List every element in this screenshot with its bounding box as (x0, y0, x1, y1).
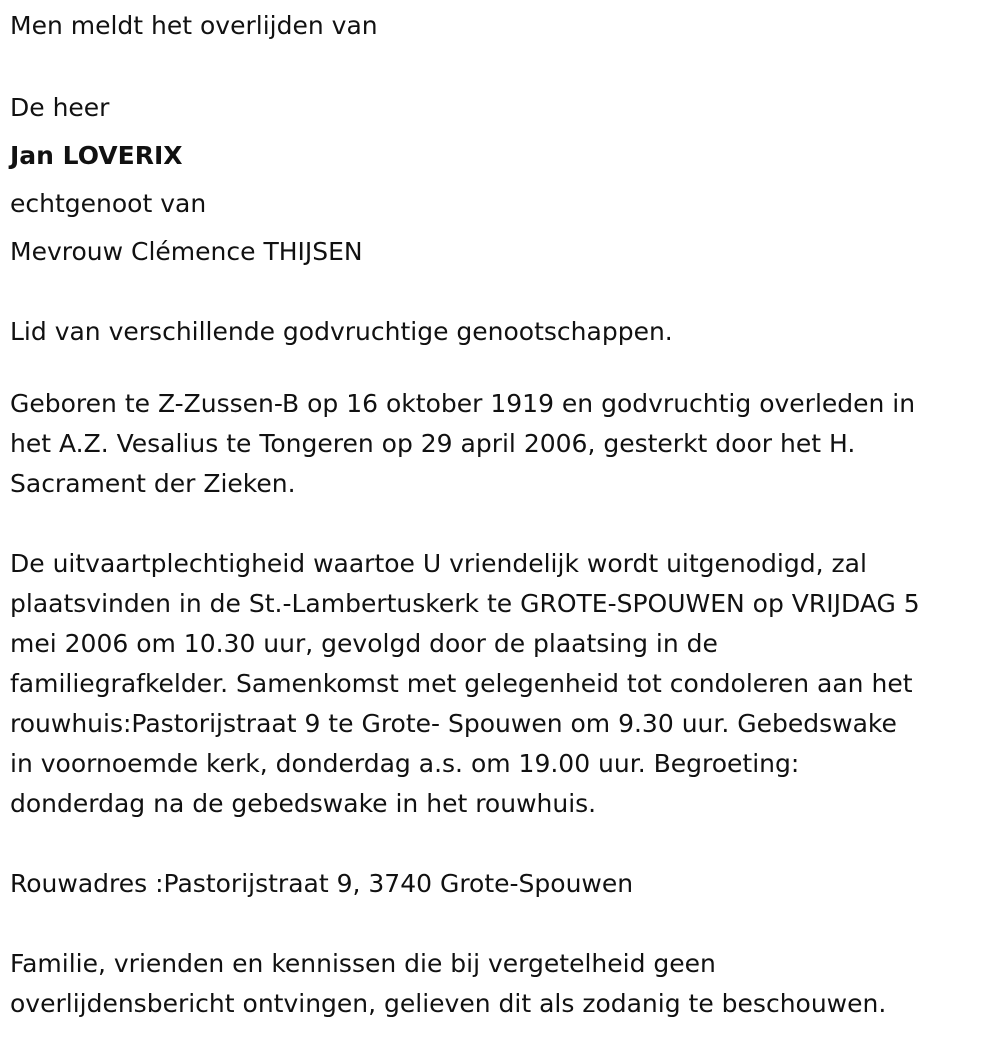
paragraph-line: Geboren te Z-Zussen-B op 16 oktober 1919 en godvruchtig overleden in (10, 389, 916, 418)
paragraph-line: Familie, vrienden en kennissen die bij vergetelheid geen (10, 949, 716, 978)
salutation: De heer (10, 93, 110, 122)
paragraph-line: Sacrament der Zieken. (10, 469, 296, 498)
spouse-name: Mevrouw Clémence THIJSEN (10, 237, 363, 266)
membership-line: Lid van verschillende godvruchtige genootschappen. (10, 317, 673, 346)
closing-paragraph (10, 944, 990, 1024)
death-notice (10, 0, 990, 1024)
paragraph-line: overlijdensbericht ontvingen, gelieven dit als zodanig te beschouwen. (10, 989, 887, 1018)
spacer (10, 504, 990, 544)
spouse-label: echtgenoot van (10, 189, 207, 218)
paragraph-line: plaatsvinden in de St.-Lambertuskerk te GROTE-SPOUWEN op VRIJDAG 5 (10, 589, 920, 618)
mourning-address: Rouwadres :Pastorijstraat 9, 3740 Grote-Spouwen (10, 869, 634, 898)
spacer (10, 276, 990, 308)
spacer (10, 904, 990, 944)
paragraph-line: familiegrafkelder. Samenkomst met gelegenheid tot condoleren aan het (10, 669, 913, 698)
spacer (10, 356, 990, 384)
spacer (10, 824, 990, 864)
paragraph-line: het A.Z. Vesalius te Tongeren op 29 april 2006, gesterkt door het H. (10, 429, 856, 458)
spacer (10, 52, 990, 84)
paragraph-line: mei 2006 om 10.30 uur, gevolgd door de plaatsing in de (10, 629, 718, 658)
birth-death-paragraph (10, 384, 990, 504)
deceased-name: Jan LOVERIX (10, 141, 183, 170)
paragraph-line: in voornoemde kerk, donderdag a.s. om 19.00 uur. Begroeting: (10, 749, 800, 778)
funeral-paragraph (10, 544, 990, 824)
paragraph-line: donderdag na de gebedswake in het rouwhuis. (10, 789, 597, 818)
intro-line: Men meldt het overlijden van (10, 11, 378, 40)
paragraph-line: rouwhuis:Pastorijstraat 9 te Grote- Spouwen om 9.30 uur. Gebedswake (10, 709, 897, 738)
paragraph-line: De uitvaartplechtigheid waartoe U vriendelijk wordt uitgenodigd, zal (10, 549, 867, 578)
